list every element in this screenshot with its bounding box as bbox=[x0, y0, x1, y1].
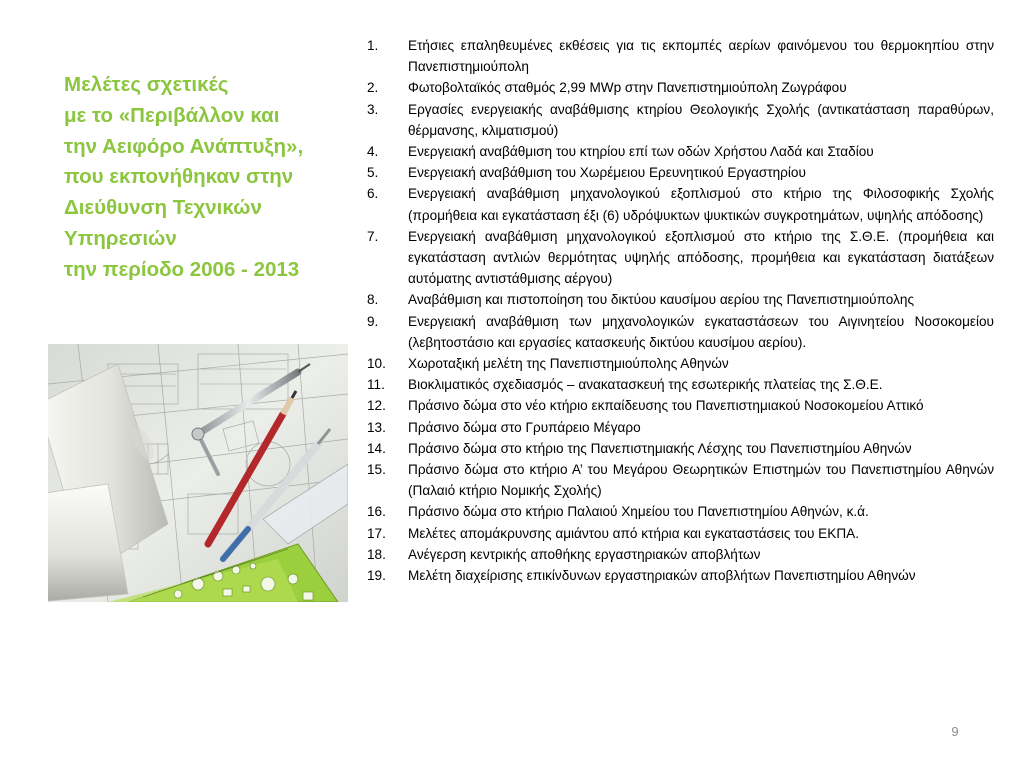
item-text: Πράσινο δώμα στο Γρυπάρειο Μέγαρο bbox=[408, 419, 641, 435]
item-text: Φωτοβολταϊκός σταθμός 2,99 MWp στην Πανεπιστημιούπολη Ζωγράφου bbox=[408, 80, 847, 96]
item-text: Ενεργειακή αναβάθμιση μηχανολογικού εξοπλισμού στο κτήριο της Σ.Θ.Ε. (προμήθεια και εγκατάσταση αντλιών θερμότητας υψηλής απόδοσης, προμήθεια και εγκατάσταση διατάξεων αυτόματης αντιστάθμισης αέργου) bbox=[408, 228, 994, 287]
title-line: Διεύθυνση Τεχνικών bbox=[64, 196, 262, 220]
item-text: Πράσινο δώμα στο νέο κτήριο εκπαίδευσης του Πανεπιστημιακού Νοσοκομείου Αττικό bbox=[408, 398, 924, 414]
item-number: 9. bbox=[367, 313, 379, 329]
item-number: 4. bbox=[367, 144, 379, 160]
title-line: Μελέτες σχετικές bbox=[64, 73, 229, 96]
item-number: 3. bbox=[367, 101, 379, 117]
item-number: 2. bbox=[367, 80, 379, 96]
item-text: Ανέγερση κεντρικής αποθήκης εργαστηριακών αποβλήτων bbox=[408, 546, 761, 562]
item-text: Ενεργειακή αναβάθμιση του κτηρίου επί των οδών Χρήστου Λαδά και Σταδίου bbox=[408, 144, 874, 160]
architectural-drawings-photo bbox=[48, 344, 348, 602]
item-number: 6. bbox=[367, 186, 379, 202]
list-item bbox=[366, 395, 994, 416]
item-number: 8. bbox=[367, 292, 379, 308]
title-line: που εκπονήθηκαν στην bbox=[64, 165, 294, 189]
list-item bbox=[366, 183, 994, 225]
item-number: 13. bbox=[367, 419, 386, 435]
item-text: Αναβάθμιση και πιστοποίηση του δικτύου καυσίμου αερίου της Πανεπιστημιούπολης bbox=[408, 292, 915, 308]
item-text: Βιοκλιματικός σχεδιασμός – ανακατασκευή της εσωτερικής πλατείας της Σ.Θ.Ε. bbox=[408, 377, 883, 393]
item-text: Πράσινο δώμα στο κτήριο της Πανεπιστημιακής Λέσχης του Πανεπιστημίου Αθηνών bbox=[408, 440, 912, 456]
list-item bbox=[366, 544, 994, 565]
item-number: 5. bbox=[367, 165, 379, 181]
item-number: 11. bbox=[367, 377, 385, 393]
item-text: Μελέτη διαχείρισης επικίνδυνων εργαστηριακών αποβλήτων Πανεπιστημίου Αθηνών bbox=[408, 568, 916, 584]
list-item bbox=[366, 311, 994, 353]
list-item bbox=[366, 417, 994, 438]
item-number: 1. bbox=[367, 38, 379, 53]
title-line: Υπηρεσιών bbox=[64, 226, 177, 250]
list-item bbox=[366, 35, 994, 77]
list-item bbox=[366, 289, 994, 310]
list-item bbox=[366, 523, 994, 544]
title-line: την περίοδο 2006 - 2013 bbox=[64, 257, 300, 281]
page-number: 9 bbox=[951, 724, 959, 739]
item-number: 15. bbox=[367, 462, 386, 478]
item-number: 10. bbox=[367, 356, 386, 372]
projects-list bbox=[366, 35, 994, 586]
item-number: 16. bbox=[367, 504, 386, 520]
list-item bbox=[366, 162, 994, 183]
item-number: 18. bbox=[367, 546, 386, 562]
list-item bbox=[366, 99, 994, 141]
item-text: Εργασίες ενεργειακής αναβάθμισης κτηρίου Θεολογικής Σχολής (αντικατάσταση παραθύρων, θέρμανσης, κλιματισμού) bbox=[408, 101, 994, 138]
list-item bbox=[366, 141, 994, 162]
item-text: Πράσινο δώμα στο κτήριο Παλαιού Χημείου του Πανεπιστημίου Αθηνών, κ.ά. bbox=[408, 504, 869, 520]
item-text: Ετήσιες επαληθευμένες εκθέσεις για τις εκπομπές αερίων φαινόμενου του θερμοκηπίου στην Πανεπιστημιούπολη bbox=[408, 38, 994, 75]
item-text: Ενεργειακή αναβάθμιση του Χωρέμειου Ερευνητικού Εργαστηρίου bbox=[408, 165, 806, 181]
title-line: την Αειφόρο Ανάπτυξη», bbox=[64, 134, 304, 158]
item-text: Ενεργειακή αναβάθμιση μηχανολογικού εξοπλισμού στο κτήριο της Φιλοσοφικής Σχολής (προμήθεια και εγκατάσταση έξι (6) υδρόψυκτων ψυκτικών συγκροτημάτων, υψηλής απόδοσης) bbox=[408, 186, 994, 223]
title-line: με το «Περιβάλλον και bbox=[64, 103, 280, 127]
item-number: 7. bbox=[367, 228, 379, 244]
list-item bbox=[366, 459, 994, 501]
item-text: Χωροταξική μελέτη της Πανεπιστημιούπολης Αθηνών bbox=[408, 356, 729, 372]
list-item bbox=[366, 226, 994, 290]
list-item bbox=[366, 353, 994, 374]
item-text: Ενεργειακή αναβάθμιση των μηχανολογικών εγκαταστάσεων του Αιγινητείου Νοσοκομείου (λεβητοστάσιο και εργασίες κατασκευής δικτύου καυσίμου αερίου). bbox=[408, 313, 994, 350]
slide-title bbox=[64, 70, 364, 286]
item-number: 12. bbox=[367, 398, 386, 414]
item-number: 14. bbox=[367, 440, 386, 456]
item-number: 19. bbox=[367, 568, 386, 584]
list-item bbox=[366, 565, 994, 586]
item-number: 17. bbox=[367, 525, 386, 541]
list-item bbox=[366, 438, 994, 459]
list-item bbox=[366, 501, 994, 522]
item-text: Μελέτες απομάκρυνσης αμιάντου από κτήρια και εγκαταστάσεις του ΕΚΠΑ. bbox=[408, 525, 859, 541]
list-item bbox=[366, 77, 994, 98]
item-text: Πράσινο δώμα στο κτήριο Α’ του Μεγάρου Θεωρητικών Επιστημών του Πανεπιστημίου Αθηνών (Παλαιό κτήριο Νομικής Σχολής) bbox=[408, 462, 994, 499]
list-item bbox=[366, 374, 994, 395]
